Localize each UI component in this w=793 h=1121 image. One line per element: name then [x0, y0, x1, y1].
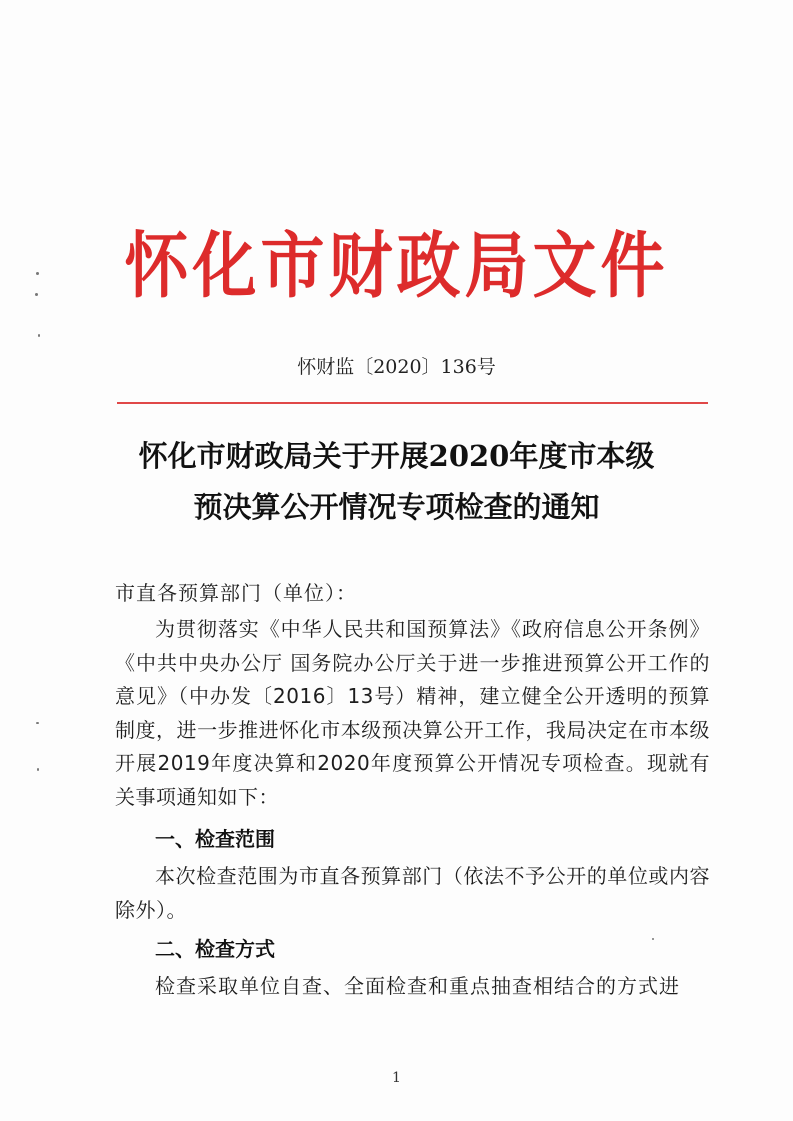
- page-number: 1: [392, 1070, 401, 1086]
- section-1-heading: 一、检查范围: [155, 827, 275, 851]
- scan-speck: [36, 272, 39, 275]
- salutation: 市直各预算部门（单位）：: [115, 581, 357, 605]
- red-divider-rule: [117, 402, 708, 404]
- section-1-text: 本次检查范围为市直各预算部门（依法不予公开的单位或内容除外）。: [115, 864, 710, 922]
- section-2-heading: 二、检查方式: [155, 937, 275, 961]
- scan-speck: [37, 768, 39, 771]
- paragraph-intro: 为贯彻落实《中华人民共和国预算法》《政府信息公开条例》《中共中央办公厅 国务院办公厅关于进一步推进预算公开工作的意见》（中办发〔2016〕13号）精神，建立健全公开透明的预算制度，进一步推进怀化市本级预决算公开工作，我局决定在市本级开展2019年度决算和2020年度预算公开情况专项检查。现就有关事项通知如下：: [115, 617, 710, 809]
- section-2-text: 检查采取单位自查、全面检查和重点抽查相结合的方式进: [155, 974, 680, 998]
- scan-speck: [38, 334, 40, 337]
- scan-speck: [35, 293, 38, 296]
- document-title-line-1: 怀化市财政局关于开展2020年度市本级: [138, 439, 655, 473]
- document-number: 怀财监〔2020〕136号: [297, 356, 496, 378]
- scan-speck: [36, 722, 39, 724]
- scan-speck: [652, 938, 654, 940]
- document-title-line-2: 预决算公开情况专项检查的通知: [193, 490, 600, 524]
- issuer-masthead: 怀化市财政局文件: [124, 224, 669, 309]
